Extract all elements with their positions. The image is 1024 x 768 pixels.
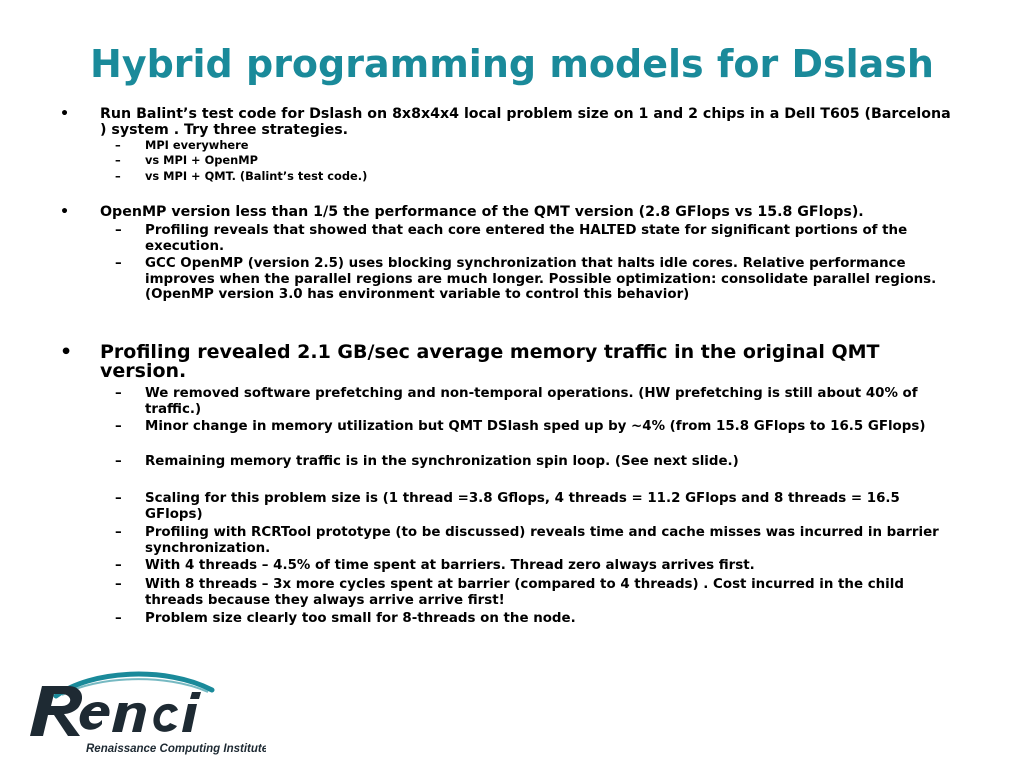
sub-bullet-marker: – <box>115 153 121 167</box>
sub-bullet-text: With 8 threads – 3x more cycles spent at barrier (compared to 4 threads) . Cost incurred in the child threads because they always arrive arrive first! <box>145 577 904 608</box>
sub-bullet-marker: – <box>115 454 122 469</box>
svg-text:Renaissance Computing Institut: Renaissance Computing Institute <box>86 743 266 755</box>
bullet-text: OpenMP version less than 1/5 the performance of the QMT version (2.8 GFlops vs 15.8 GFlops). <box>100 204 864 220</box>
sub-bullet-text: vs MPI + QMT. (Balint’s test code.) <box>145 169 368 183</box>
sub-bullet-text: GCC OpenMP (version 2.5) uses blocking synchronization that halts idle cores. Relative performance improves when the parallel regions are much longer. Possible optimization: consolidate parallel regions. (OpenMP version 3.0 has environment variable to control this behavior) <box>145 256 937 302</box>
sub-bullet-text: Scaling for this problem size is (1 thread =3.8 Gflops, 4 threads = 11.2 GFlops and 8 threads = 16.5 GFlops) <box>145 491 900 522</box>
sub-bullet-marker: – <box>115 419 122 434</box>
bullet-text: Profiling revealed 2.1 GB/sec average memory traffic in the original QMT version. <box>100 341 880 382</box>
sub-bullet-marker: – <box>115 169 121 183</box>
sub-bullet-marker: – <box>115 256 122 271</box>
sub-bullet-marker: – <box>115 223 122 238</box>
renci-logo <box>16 668 266 760</box>
sub-bullet-text: Profiling with RCRTool prototype (to be discussed) reveals time and cache misses was incurred in barrier synchronization. <box>145 525 939 556</box>
sub-bullet-text: Remaining memory traffic is in the synchronization spin loop. (See next slide.) <box>145 454 739 469</box>
sub-bullet-marker: – <box>115 138 121 152</box>
sub-bullet-marker: – <box>115 491 122 506</box>
bullet-marker: • <box>60 106 70 122</box>
sub-bullet-text: vs MPI + OpenMP <box>145 153 258 167</box>
slide-title: Hybrid programming models for Dslash <box>90 42 934 86</box>
sub-bullet-marker: – <box>115 386 122 401</box>
bullet-marker: • <box>60 204 70 220</box>
sub-bullet-text: Problem size clearly too small for 8-threads on the node. <box>145 611 576 626</box>
sub-bullet-marker: – <box>115 577 122 592</box>
sub-bullet-text: With 4 threads – 4.5% of time spent at barriers. Thread zero always arrives first. <box>145 558 755 573</box>
sub-bullet-text: Profiling reveals that showed that each core entered the HALTED state for significant portions of the execution. <box>145 223 908 254</box>
sub-bullet-marker: – <box>115 558 122 573</box>
sub-bullet-text: We removed software prefetching and non-temporal operations. (HW prefetching is still about 40% of traffic.) <box>145 386 918 417</box>
renci-logo-graphic <box>16 668 266 760</box>
sub-bullet-text: Minor change in memory utilization but QMT DSlash sped up by ~4% (from 15.8 GFlops to 16.5 GFlops) <box>145 419 926 434</box>
bullet-marker: • <box>60 341 73 363</box>
sub-bullet-marker: – <box>115 611 122 626</box>
bullet-text: Run Balint’s test code for Dslash on 8x8x4x4 local problem size on 1 and 2 chips in a Dell T605 (Barcelona ) system . Try three strategies. <box>100 106 951 138</box>
sub-bullet-marker: – <box>115 525 122 540</box>
sub-bullet-text: MPI everywhere <box>145 138 249 152</box>
